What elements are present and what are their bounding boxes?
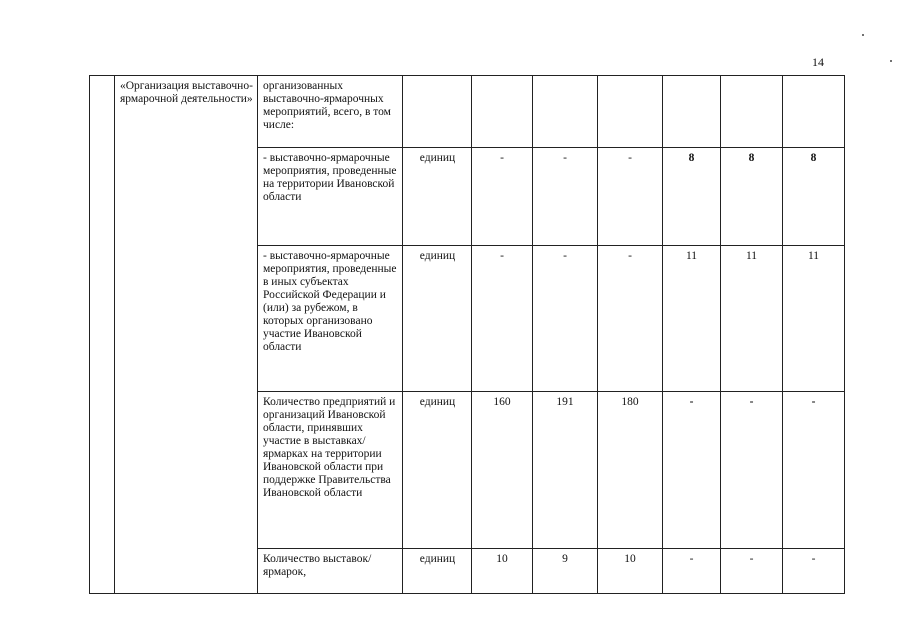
scan-speck <box>890 60 892 62</box>
value-cell: 10 <box>472 549 533 594</box>
value-cell <box>783 76 845 148</box>
value-cell: 11 <box>663 246 721 392</box>
value-cell: 8 <box>663 148 721 246</box>
value-cell <box>533 76 598 148</box>
unit-cell <box>403 76 472 148</box>
value-cell: - <box>533 148 598 246</box>
value-cell: 180 <box>598 392 663 549</box>
value-cell: - <box>598 246 663 392</box>
value-cell: - <box>533 246 598 392</box>
value-cell: - <box>783 549 845 594</box>
value-cell: - <box>663 549 721 594</box>
value-cell <box>472 76 533 148</box>
scan-speck <box>862 34 864 36</box>
unit-cell: единиц <box>403 148 472 246</box>
table-row <box>90 76 845 148</box>
page-number: 14 <box>812 55 824 69</box>
unit-cell: единиц <box>403 392 472 549</box>
value-cell: 191 <box>533 392 598 549</box>
indicator-cell: организованных выставочно-ярмарочных мероприятий, всего, в том числе: <box>258 76 403 148</box>
value-cell <box>663 76 721 148</box>
value-cell: - <box>783 392 845 549</box>
value-cell <box>721 76 783 148</box>
value-cell: 11 <box>721 246 783 392</box>
value-cell: 11 <box>783 246 845 392</box>
section-title: «Организация выставочно-ярмарочной деятельности» <box>120 80 253 105</box>
indicators-table <box>89 75 845 594</box>
indicator-cell: - выставочно-ярмарочные мероприятия, проведенные в иных субъектах Российской Федерации и (или) за рубежом, в которых организовано участие Ивановской области <box>258 246 403 392</box>
value-cell: - <box>472 148 533 246</box>
unit-cell: единиц <box>403 549 472 594</box>
value-cell: 8 <box>783 148 845 246</box>
value-cell: 9 <box>533 549 598 594</box>
indicator-cell: - выставочно-ярмарочные мероприятия, проведенные на территории Ивановской области <box>258 148 403 246</box>
indicator-cell: Количество предприятий и организаций Ивановской области, принявших участие в выставках/ярмарках на территории Ивановской области при поддержке Правительства Ивановской области <box>258 392 403 549</box>
value-cell: - <box>598 148 663 246</box>
value-cell: - <box>721 549 783 594</box>
unit-cell: единиц <box>403 246 472 392</box>
number-cell <box>90 76 115 594</box>
value-cell: - <box>472 246 533 392</box>
value-cell: 10 <box>598 549 663 594</box>
value-cell: 160 <box>472 392 533 549</box>
section-title-cell <box>115 76 258 594</box>
value-cell <box>598 76 663 148</box>
value-cell: - <box>663 392 721 549</box>
indicator-cell: Количество выставок/ярмарок, <box>258 549 403 594</box>
value-cell: - <box>721 392 783 549</box>
value-cell: 8 <box>721 148 783 246</box>
